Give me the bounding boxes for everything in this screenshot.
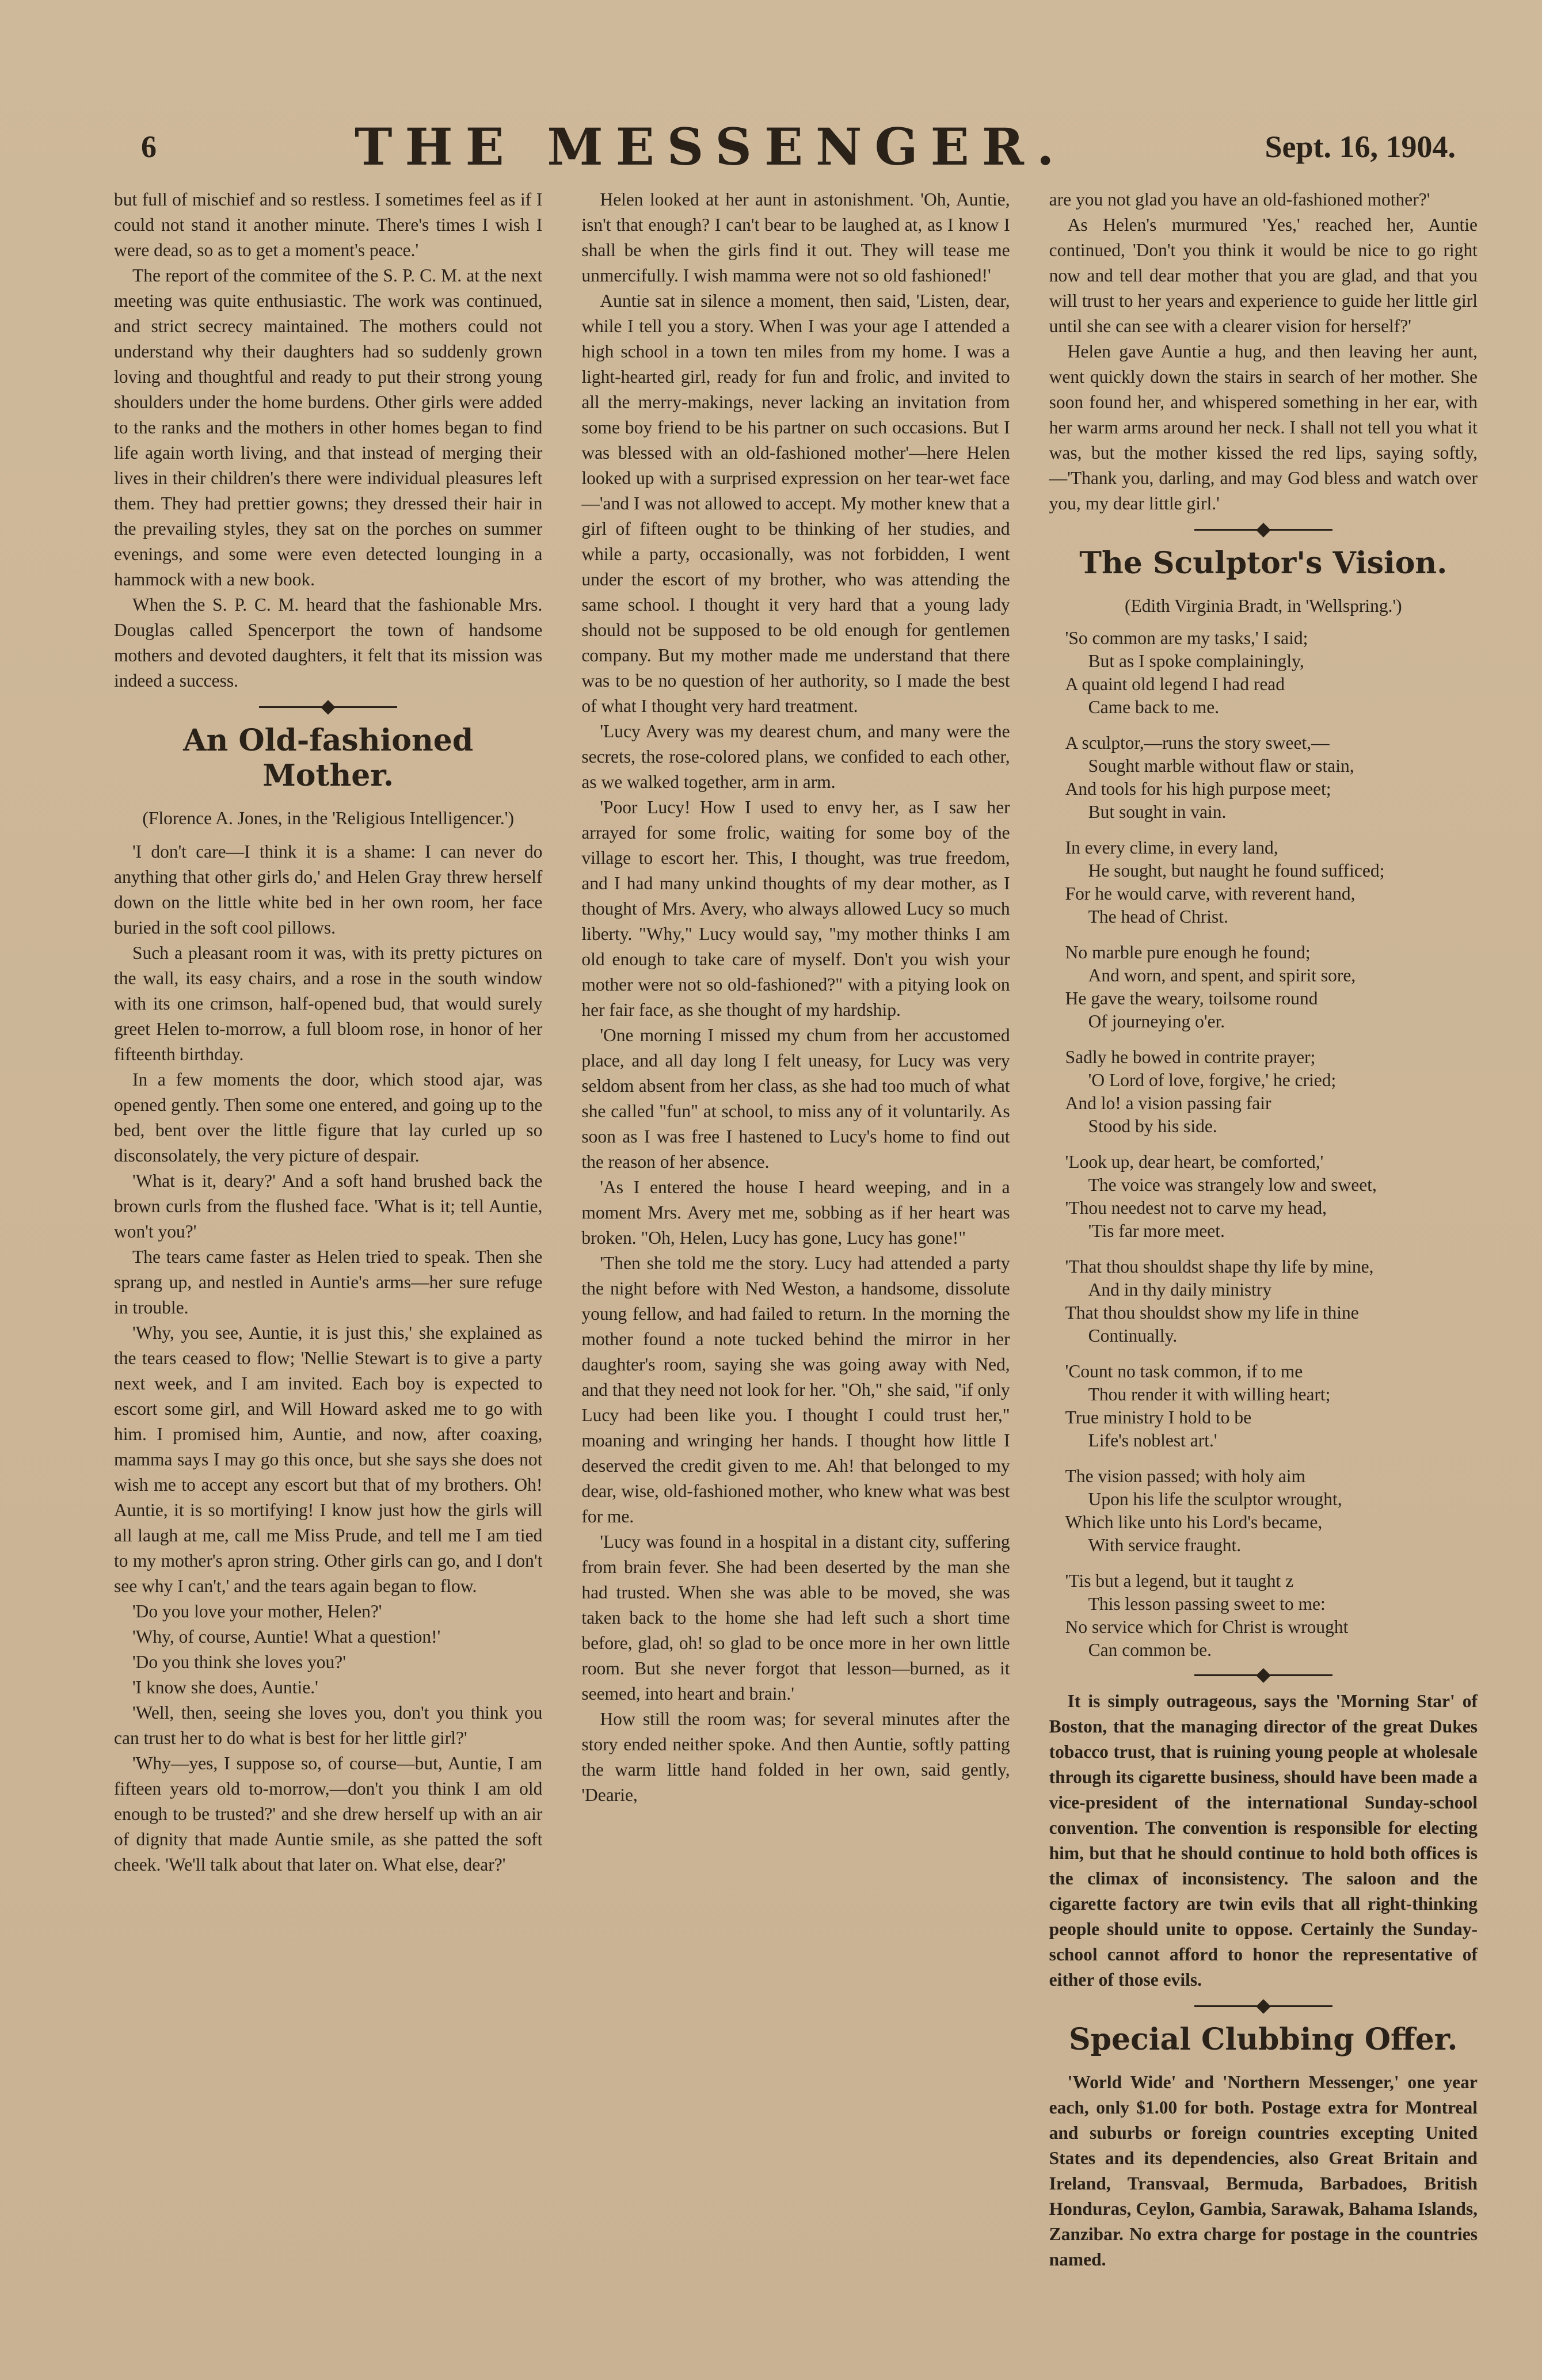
poem-line: In every clime, in every land,	[1065, 837, 1278, 858]
poem-line: Can common be.	[1088, 1640, 1212, 1660]
poem-line: True ministry I hold to be	[1065, 1407, 1252, 1427]
paragraph: Helen gave Auntie a hug, and then leaving her aunt, went quickly down the stairs in search of her mother. She soon found her, and whispered something in her ear, with her warm arms around her neck. I shall not tell you what it was, but the mother kissed the red lips, saying softly,—'Thank you, darling, and may God bless and watch over you, my dear little girl.'	[1049, 341, 1478, 513]
poem-title: The Sculptor's Vision.	[1079, 546, 1448, 581]
poem-line: The vision passed; with holy aim	[1065, 1466, 1305, 1486]
offer-title: Special Clubbing Offer.	[1069, 2022, 1458, 2057]
poem-line: He gave the weary, toilsome round	[1065, 988, 1318, 1008]
poem-line: And worn, and spent, and spirit sore,	[1088, 965, 1356, 985]
column-3	[1049, 187, 1478, 2272]
poem-line: 'Look up, dear heart, be comforted,'	[1065, 1152, 1324, 1172]
poem-line: And in thy daily ministry	[1088, 1280, 1272, 1300]
paragraph: 'One morning I missed my chum from her accustomed place, and all day long I felt uneasy, for Lucy was very seldom absent from her class, as she had too much of what she called "fun" at school, to miss any of it voluntarily. As soon as I was free I hastened to Lucy's home to find out the reason of her absence.	[581, 1025, 1010, 1172]
paragraph: 'Why, you see, Auntie, it is just this,' she explained as the tears ceased to flow; 'Nellie Stewart is to give a party next week, and I am invited. Each boy is expected to escort some girl, and Will Howard asked me to go with him. I promised him, Auntie, and now, after coaxing, mamma says I may go this once, but she says she does not wish me to accept any escort but that of my brothers. Oh! Auntie, it is so mortifying! I know just how the girls will all laugh at me, call me Miss Prude, and tell me I am tied to my mother's apron string. Other girls can go, and I don't see why I can't,' and the tears again began to flow.	[114, 1323, 543, 1596]
offer-paragraph: 'World Wide' and 'Northern Messenger,' one year each, only $1.00 for both. Postage extra for Montreal and suburbs or foreign countries excepting United States and its dependencies, also Great Britain and Ireland, Transvaal, Bermuda, Barbadoes, British Honduras, Ceylon, Gambia, Sarawak, Bahama Islands, Zanzibar. No extra charge for postage in the countries named.	[1049, 2072, 1478, 2269]
paragraph: When the S. P. C. M. heard that the fashionable Mrs. Douglas called Spencerport the town of handsome mothers and devoted daughters, it felt that its mission was indeed a success.	[114, 595, 543, 691]
poem-stanza	[1065, 941, 1478, 1033]
poem-line: With service fraught.	[1088, 1535, 1242, 1555]
paragraph: 'Lucy Avery was my dearest chum, and many were the secrets, the rose-colored plans, we confided to each other, as we walked together, arm in arm.	[581, 721, 1010, 792]
newspaper-title: THE MESSENGER.	[354, 117, 1067, 177]
poem-stanza	[1065, 1255, 1478, 1347]
editorial-paragraph: It is simply outrageous, says the 'Morning Star' of Boston, that the managing director of the great Dukes tobacco trust, that is ruining young people at wholesale through its cigarette business, should have been made a vice-president of the international Sunday-school convention. The convention is responsible for electing him, but that he should continue to hold both offices is the climax of inconsistency. The saloon and the cigarette factory are twin evils that all right-thinking people should unite to oppose. Certainly the Sunday-school cannot afford to honor the representative of either of those evils.	[1049, 1691, 1478, 1990]
paragraph: Such a pleasant room it was, with its pretty pictures on the wall, its easy chairs, and a rose in the south window with its one crimson, half-opened bud, that would surely greet Helen to-morrow, a full bloom rose, in honor of her fifteenth birthday.	[114, 943, 543, 1064]
poem-line: Continually.	[1088, 1326, 1178, 1346]
poem-stanza	[1065, 1046, 1478, 1138]
poem-line: Stood by his side.	[1088, 1116, 1217, 1136]
poem-line: Which like unto his Lord's became,	[1065, 1512, 1323, 1532]
poem-stanza	[1065, 836, 1478, 928]
poem-line: Sought marble without flaw or stain,	[1088, 756, 1354, 776]
poem-line: But sought in vain.	[1088, 802, 1227, 822]
poem-stanza	[1065, 1151, 1478, 1243]
poem-line: A sculptor,—runs the story sweet,—	[1065, 733, 1330, 753]
poem-line: And lo! a vision passing fair	[1065, 1093, 1271, 1113]
section-divider	[1194, 529, 1332, 531]
paragraph: The report of the commitee of the S. P. C. M. at the next meeting was quite enthusiastic. The work was continued, and strict secrecy maintained. The mothers could not understand why their daughters had so suddenly grown loving and thoughtful and ready to put their strong young shoulders under the home burdens. Other girls were added to the ranks and the mothers in other homes began to find life again worth living, and that instead of merging their lives in their children's there were individual pleasures left them. They had prettier gowns; they dressed their hair in the prevailing styles, they sat on the porches on summer evenings, and some were even detected lounging in a hammock with a new book.	[114, 265, 543, 589]
paragraph: Auntie sat in silence a moment, then said, 'Listen, dear, while I tell you a story. When I was your age I attended a high school in a town ten miles from my home. I was a light-hearted girl, ready for fun and frolic, and invited to all the merry-makings, never lacking an invitation from some boy friend to be his partner on such occasions. But I was blessed with an old-fashioned mother'—here Helen looked up with a surprised expression on her tear-wet face—'and I was not allowed to accept. My mother knew that a girl of fifteen ought to be thinking of her studies, and while a party, occasionally, was not forbidden, I went under the escort of my brother, who was attending the same school. I thought it very hard that a young lady should not be supposed to be old enough for gentlemen company. But my mother made me understand that there was to be no question of her authority, so I made the best of what I thought very hard treatment.	[581, 291, 1010, 716]
paragraph: 'Lucy was found in a hospital in a distant city, suffering from brain fever. She had been deserted by the man she had trusted. When she was able to be moved, she was taken back to the home she had left such a short time before, glad, oh! so glad to be once more in her own little room. But she never forgot that lesson—burned, as it seemed, into heart and brain.'	[581, 1532, 1010, 1704]
poem-line: 'O Lord of love, forgive,' he cried;	[1088, 1070, 1337, 1090]
poem-line: 'That thou shouldst shape thy life by mine,	[1065, 1256, 1374, 1277]
issue-date: Sept. 16, 1904.	[1265, 130, 1456, 164]
poem-line: A quaint old legend I had read	[1065, 674, 1285, 694]
poem-stanza	[1065, 732, 1478, 824]
paragraph: 'Well, then, seeing she loves you, don't you think you can trust her to do what is best for her little girl?'	[114, 1703, 543, 1748]
paragraph: As Helen's murmured 'Yes,' reached her, Auntie continued, 'Don't you think it would be nice to go right now and tell dear mother that you are glad, and that you will trust to her years and experience to guide her little girl until she can see with a clearer vision for herself?'	[1049, 215, 1478, 336]
poem-line: 'So common are my tasks,' I said;	[1065, 628, 1308, 648]
poem-line: No marble pure enough he found;	[1065, 942, 1311, 962]
paragraph: 'Poor Lucy! How I used to envy her, as I saw her arrayed for some frolic, waiting for some boy of the village to escort her. This, I thought, was true freedom, and I had many unkind thoughts of my dear mother, as I thought of Mrs. Avery, who always allowed Lucy so much liberty. "Why," Lucy would say, "my mother thinks I am old enough to take care of myself. Don't you wish your mother were not so old-fashioned?" with a pitying look on her fair face, as she thought of my hardship.	[581, 797, 1010, 1020]
poem-body	[1049, 627, 1478, 1662]
paragraph: 'Then she told me the story. Lucy had attended a party the night before with Ned Weston, a handsome, dissolute young fellow, and had failed to return. In the morning the mother found a note tucked behind the mirror in her daughter's room, saying she was going away with Ned, and that they need not look for her. "Oh," she said, "if only Lucy had been like you. I thought I could trust her," moaning and wringing her hands. I thought how little I deserved the credit given to me. Ah! that belonged to my dear, wise, old-fashioned mother, who knew what was best for me.	[581, 1253, 1010, 1526]
paragraph: 'I know she does, Auntie.'	[132, 1677, 318, 1697]
poem-stanza	[1065, 1570, 1478, 1662]
poem-line: Of journeying o'er.	[1088, 1011, 1225, 1031]
paragraph: 'I don't care—I think it is a shame: I can never do anything that other girls do,' and Helen Gray threw herself down on the little white bed in her own room, her face buried in the soft cool pillows.	[114, 841, 543, 938]
offer	[1049, 2070, 1478, 2272]
paragraph: How still the room was; for several minutes after the story ended neither spoke. And then Auntie, softly patting the warm little hand folded in her own, said gently, 'Dearie,	[581, 1709, 1010, 1805]
poem-byline: (Edith Virginia Bradt, in 'Wellspring.')	[1124, 596, 1402, 616]
poem-line: This lesson passing sweet to me:	[1088, 1594, 1326, 1614]
poem-line: And tools for his high purpose meet;	[1065, 779, 1331, 799]
page-number: 6	[141, 130, 157, 164]
paragraph: In a few moments the door, which stood ajar, was opened gently. Then some one entered, and going up to the bed, bent over the little figure that lay curled up so disconsolately, the very picture of despair.	[114, 1069, 543, 1166]
section-divider	[259, 706, 397, 708]
story-title: An Old-fashioned Mother.	[183, 723, 474, 793]
poem-line: Upon his life the sculptor wrought,	[1088, 1489, 1342, 1509]
story-byline: (Florence A. Jones, in the 'Religious Intelligencer.')	[142, 808, 514, 828]
poem-line: But as I spoke complainingly,	[1088, 651, 1304, 671]
paragraph: The tears came faster as Helen tried to speak. Then she sprang up, and nestled in Auntie's arms—her sure refuge in trouble.	[114, 1247, 543, 1317]
poem-line: 'Tis far more meet.	[1088, 1221, 1225, 1241]
poem-line: Thou render it with willing heart;	[1088, 1384, 1331, 1404]
section-divider	[1194, 2005, 1332, 2007]
poem-line: 'Tis but a legend, but it taught z	[1065, 1571, 1294, 1591]
poem-line: He sought, but naught he found sufficed;	[1088, 860, 1385, 881]
paragraph: Helen looked at her aunt in astonishment. 'Oh, Auntie, isn't that enough? I can't bear to be laughed at, as I know I shall be when the girls find it out. They will tease me unmercifully. I wish mamma were not so old fashioned!'	[581, 189, 1010, 285]
poem-line: 'Thou needest not to carve my head,	[1065, 1198, 1327, 1218]
paragraph: 'Do you think she loves you?'	[132, 1652, 346, 1672]
poem-line: No service which for Christ is wrought	[1065, 1617, 1349, 1637]
poem-stanza	[1065, 627, 1478, 719]
paragraph: 'As I entered the house I heard weeping, and in a moment Mrs. Avery met me, sobbing as if her heart was broken. "Oh, Helen, Lucy has gone, Lucy has gone!"	[581, 1177, 1010, 1248]
section-divider	[1194, 1674, 1332, 1676]
poem-line: Life's noblest art.'	[1088, 1430, 1217, 1450]
masthead	[141, 115, 1456, 178]
columns	[114, 187, 1478, 2272]
poem-stanza	[1065, 1465, 1478, 1557]
paragraph: 'Do you love your mother, Helen?'	[132, 1601, 382, 1621]
paragraph: are you not glad you have an old-fashioned mother?'	[1049, 189, 1430, 210]
column-2	[581, 187, 1010, 2272]
poem-line: For he would carve, with reverent hand,	[1065, 884, 1356, 904]
poem-line: 'Count no task common, if to me	[1065, 1361, 1303, 1381]
poem-line: The voice was strangely low and sweet,	[1088, 1175, 1377, 1195]
paragraph: 'Why—yes, I suppose so, of course—but, Auntie, I am fifteen years old to-morrow,—don't you think I am old enough to be trusted?' and she drew herself up with an air of dignity that made Auntie smile, as she patted the soft cheek. 'We'll talk about that later on. What else, dear?'	[114, 1753, 543, 1875]
paragraph: 'What is it, deary?' And a soft hand brushed back the brown curls from the flushed face. 'What is it; tell Auntie, won't you?'	[114, 1171, 543, 1242]
poem-line: Sadly he bowed in contrite prayer;	[1065, 1047, 1316, 1067]
poem-line: That thou shouldst show my life in thine	[1065, 1303, 1359, 1323]
column-1	[114, 187, 542, 2272]
poem-line: The head of Christ.	[1088, 907, 1228, 927]
editorial	[1049, 1689, 1478, 1993]
poem-line: Came back to me.	[1088, 697, 1220, 717]
paragraph: but full of mischief and so restless. I sometimes feel as if I could not stand it another minute. There's times I wish I were dead, so as to get a moment's peace.'	[114, 189, 543, 260]
poem-stanza	[1065, 1360, 1478, 1452]
paragraph: 'Why, of course, Auntie! What a question!'	[132, 1627, 441, 1647]
